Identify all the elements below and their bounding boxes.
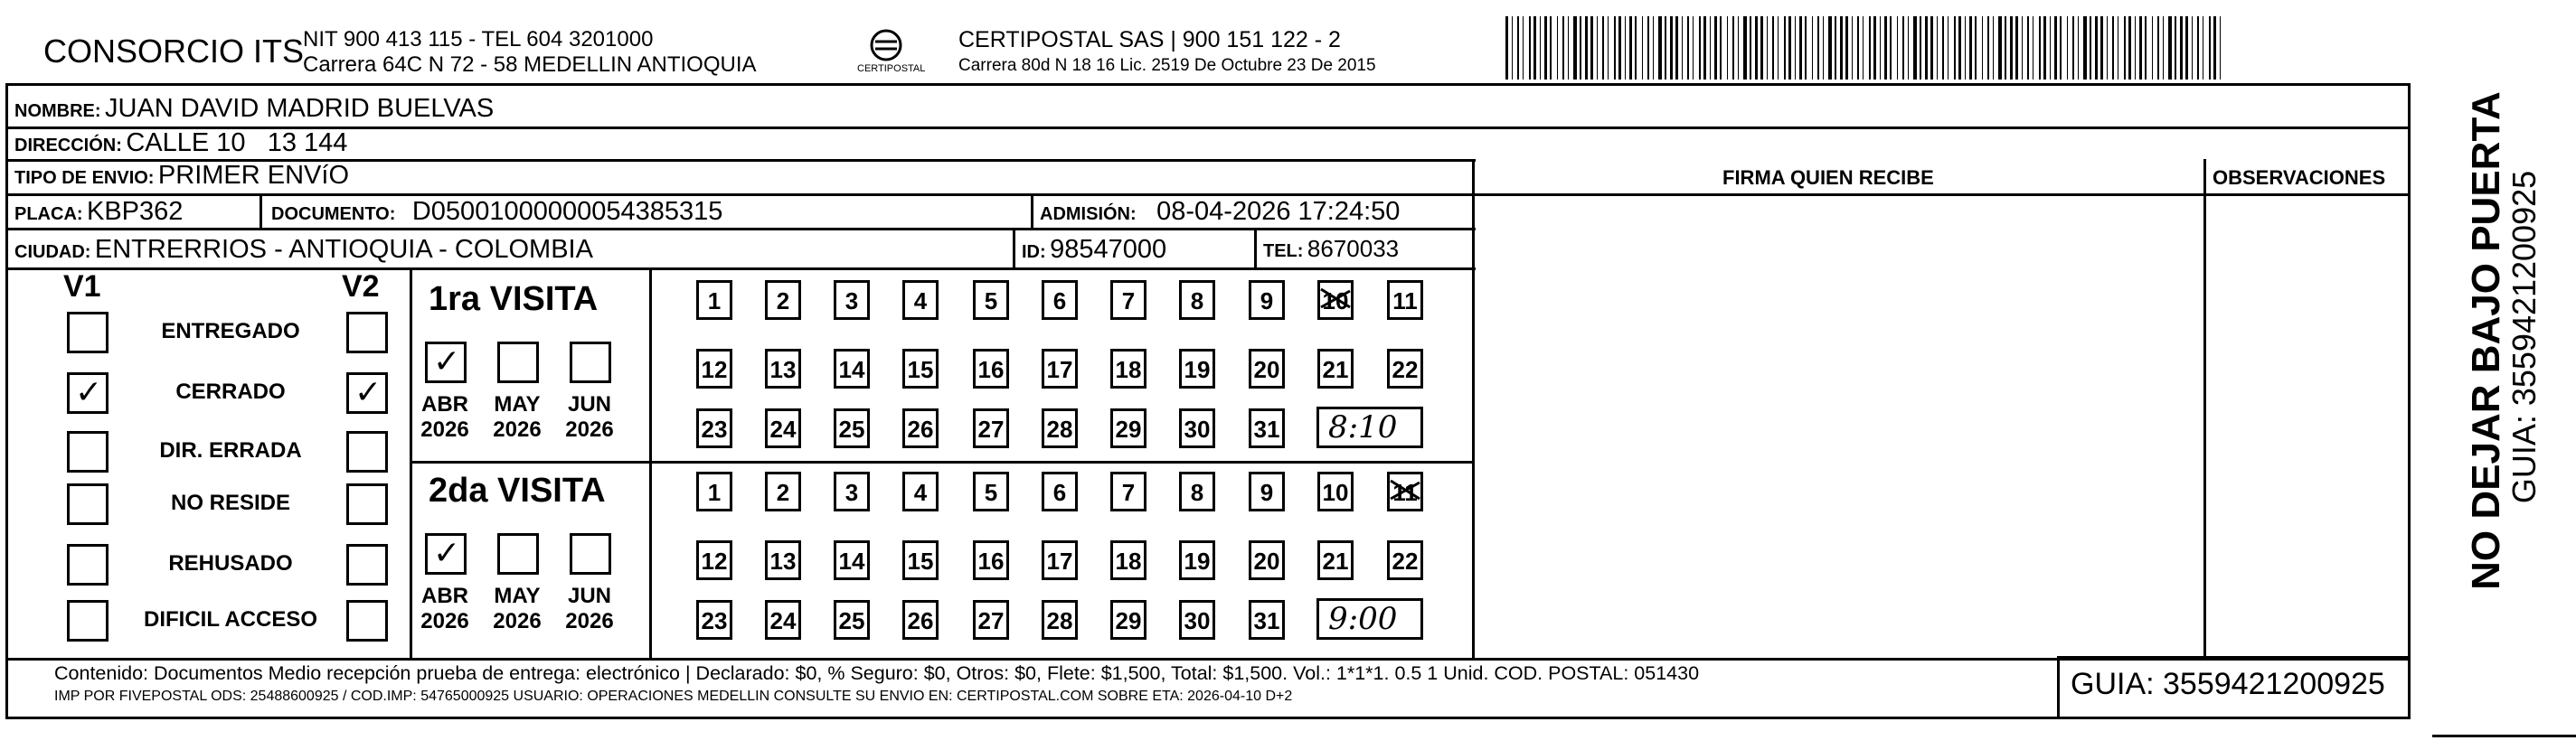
day-box[interactable]: 23: [696, 408, 732, 448]
time-box[interactable]: [1316, 598, 1423, 640]
day-box[interactable]: 20: [1249, 540, 1285, 580]
barcode-bar: [1942, 16, 1944, 80]
day-box[interactable]: 27: [973, 408, 1009, 448]
observaciones-header: OBSERVACIONES: [2213, 166, 2386, 189]
contenido-text: Contenido: Documentos Medio recepción prueba de entrega: electrónico | Declarado: $0, % Seguro: $0, Otros: $0, Flete: $1,500, Total: $1,500. Vol.: 1*1*1. 0.5 1 Unid. COD. POSTAL: 051430: [54, 662, 1700, 684]
barcode-bar: [1760, 16, 1763, 80]
barcode-bar: [1647, 16, 1649, 80]
barcode-bar: [1890, 16, 1892, 80]
barcode-bar: [1869, 16, 1871, 80]
id-row: [1022, 235, 1166, 265]
barcode-bar: [1812, 16, 1813, 80]
day-box[interactable]: 6: [1042, 280, 1078, 320]
nombre-label: NOMBRE:: [14, 101, 101, 121]
barcode-bar: [1965, 16, 1966, 80]
barcode-bar: [2072, 16, 2074, 80]
barcode-bar: [1743, 16, 1747, 80]
status-label: ENTREGADO: [161, 319, 300, 343]
barcode-bar: [1580, 16, 1581, 80]
nombre-row: [14, 94, 494, 124]
month-checkbox[interactable]: [570, 533, 611, 575]
barcode-bar: [1665, 16, 1666, 80]
barcode-bar: [1755, 16, 1758, 80]
nombre-value: JUAN DAVID MADRID BUELVAS: [105, 94, 495, 123]
barcode-bar: [1629, 16, 1632, 80]
day-box[interactable]: 31: [1249, 600, 1285, 640]
day-box[interactable]: 29: [1110, 600, 1146, 640]
ciudad-row: [14, 235, 593, 265]
barcode-bar: [1998, 16, 2002, 80]
barcode-bar: [2128, 16, 2131, 80]
v2-checkbox[interactable]: [346, 483, 388, 525]
day-box[interactable]: 4: [902, 280, 939, 320]
barcode-bar: [1913, 16, 1917, 80]
v2-checkbox[interactable]: [346, 372, 388, 414]
tipo-label: TIPO DE ENVIO:: [14, 168, 155, 188]
day-box[interactable]: 25: [834, 600, 870, 640]
day-box[interactable]: 16: [973, 540, 1009, 580]
barcode-bar: [1823, 16, 1824, 80]
barcode-bar: [1670, 16, 1673, 80]
tipo-row: [14, 161, 349, 191]
v2-mark: ✓: [354, 373, 382, 410]
barcode-bar: [1568, 16, 1569, 80]
barcode-bar: [1642, 16, 1643, 80]
barcode-bar: [1937, 16, 1938, 80]
day-box[interactable]: 17: [1042, 349, 1078, 389]
status-label: DIR. ERRADA: [159, 438, 302, 463]
barcode-bar: [2043, 16, 2046, 80]
documento-row: [271, 197, 722, 227]
logo-label: CERTIPOSTAL: [857, 63, 926, 74]
ciudad-label: CIUDAD:: [14, 242, 91, 262]
barcode-bar: [2220, 16, 2221, 80]
day-box[interactable]: 7: [1110, 472, 1146, 511]
barcode-bar: [1687, 16, 1689, 80]
barcode-bar: [1954, 16, 1956, 80]
month-year: 2026: [493, 417, 542, 442]
day-box[interactable]: 8: [1179, 280, 1215, 320]
carrier-name: CERTIPOSTAL SAS | 900 151 122 - 2: [958, 27, 1341, 52]
direccion-value: CALLE 10 13 144: [126, 128, 348, 157]
barcode-bar: [2083, 16, 2087, 80]
day-box[interactable]: 27: [973, 600, 1009, 640]
barcode-bar: [2192, 16, 2193, 80]
day-box[interactable]: 23: [696, 600, 732, 640]
barcode-bar: [2054, 16, 2057, 80]
tel-row: [1263, 235, 1399, 263]
ciudad-value: ENTRERRIOS - ANTIOQUIA - COLOMBIA: [94, 235, 593, 264]
day-box[interactable]: 28: [1042, 600, 1078, 640]
time-value: 8:10: [1328, 409, 1398, 445]
month-name: ABR: [421, 392, 468, 417]
day-box[interactable]: 21: [1317, 349, 1354, 389]
barcode-bar: [1540, 16, 1541, 80]
month-name: JUN: [567, 392, 611, 417]
day-box[interactable]: 18: [1110, 349, 1146, 389]
firma-header: FIRMA QUIEN RECIBE: [1722, 166, 1934, 189]
day-box[interactable]: 3: [834, 280, 870, 320]
status-label: REHUSADO: [168, 551, 293, 576]
barcode-bar: [1573, 16, 1577, 80]
barcode-bar: [1557, 16, 1558, 80]
id-value: 98547000: [1050, 235, 1167, 264]
barcode-bar: [1788, 16, 1791, 80]
day-box[interactable]: 30: [1179, 408, 1215, 448]
day-box[interactable]: 6: [1042, 472, 1078, 511]
barcode-bar: [1618, 16, 1621, 80]
placa-value: KBP362: [87, 197, 184, 226]
side-guia: GUIA: 3559421200925: [2505, 170, 2543, 504]
barcode-bar: [1505, 16, 1508, 80]
day-box[interactable]: 21: [1317, 540, 1354, 580]
v1-mark: ✓: [75, 373, 103, 410]
barcode-bar: [2185, 16, 2188, 80]
barcode-bar: [1987, 16, 1989, 80]
barcode-bar: [1614, 16, 1616, 80]
barcode-bar: [1784, 16, 1786, 80]
barcode-bar: [2197, 16, 2199, 80]
month-mark: ✓: [433, 342, 461, 380]
side-text: [2414, 81, 2559, 633]
day-box[interactable]: 12: [696, 540, 732, 580]
day-box[interactable]: 11: [1387, 280, 1423, 320]
id-label: ID:: [1022, 242, 1046, 262]
barcode-bar: [1585, 16, 1588, 80]
barcode-bar: [1608, 16, 1609, 80]
v1-checkbox[interactable]: [67, 431, 109, 473]
month-name: ABR: [421, 584, 468, 608]
tel-label: TEL:: [1263, 241, 1304, 261]
barcode-bar: [2209, 16, 2211, 80]
barcode-bar: [1845, 16, 1848, 80]
certipostal-logo-icon: [850, 25, 926, 80]
barcode-bar: [2027, 16, 2029, 80]
barcode-bar: [1795, 16, 1796, 80]
barcode-bar: [1969, 16, 1972, 80]
day-box[interactable]: 18: [1110, 540, 1146, 580]
v1-checkbox[interactable]: [67, 483, 109, 525]
barcode-bar: [1908, 16, 1909, 80]
barcode-bar: [1750, 16, 1751, 80]
day-cross-mark: [1387, 472, 1423, 508]
day-box[interactable]: 1: [696, 280, 732, 320]
v1-checkbox[interactable]: [67, 312, 109, 353]
v1-header: V1: [63, 269, 101, 304]
barcode-bar: [1602, 16, 1604, 80]
month-name: MAY: [494, 584, 541, 608]
barcode-bar: [1778, 16, 1779, 80]
day-box[interactable]: 26: [902, 600, 939, 640]
barcode-bar: [1982, 16, 1983, 80]
time-value: 9:00: [1328, 601, 1398, 637]
v2-checkbox[interactable]: [346, 431, 388, 473]
day-box[interactable]: 9: [1249, 472, 1285, 511]
day-box[interactable]: 28: [1042, 408, 1078, 448]
barcode-bar: [2067, 16, 2068, 80]
barcode-bar: [1675, 16, 1678, 80]
barcode-bar: [1714, 16, 1717, 80]
month-name: JUN: [567, 584, 611, 608]
barcode-bar: [1799, 16, 1802, 80]
day-box[interactable]: 14: [834, 349, 870, 389]
admision-label: ADMISIÓN:: [1040, 204, 1137, 224]
day-box[interactable]: 15: [902, 540, 939, 580]
placa-label: PLACA:: [14, 204, 83, 224]
barcode-bar: [1693, 16, 1694, 80]
documento-value: D05001000000054385315: [411, 197, 723, 226]
barcode-bar: [1533, 16, 1536, 80]
barcode-bar: [2163, 16, 2164, 80]
day-box[interactable]: 22: [1387, 540, 1423, 580]
barcode-bar: [2213, 16, 2216, 80]
day-box[interactable]: 31: [1249, 408, 1285, 448]
day-box[interactable]: 10: [1317, 280, 1354, 320]
barcode-bar: [2107, 16, 2108, 80]
barcode-bar: [1590, 16, 1593, 80]
admision-value: 08-04-2026 17:24:50: [1156, 197, 1401, 226]
barcode-bar: [2180, 16, 2183, 80]
v1-checkbox[interactable]: [67, 600, 109, 642]
barcode-bar: [1835, 16, 1836, 80]
day-box[interactable]: 16: [973, 349, 1009, 389]
barcode-bar: [1930, 16, 1933, 80]
day-box[interactable]: 9: [1249, 280, 1285, 320]
month-checkbox[interactable]: [570, 342, 611, 383]
day-box[interactable]: 25: [834, 408, 870, 448]
day-box[interactable]: 10: [1317, 472, 1354, 511]
month-year: 2026: [420, 417, 469, 442]
barcode-bar: [1902, 16, 1904, 80]
v1-checkbox[interactable]: [67, 544, 109, 586]
day-box[interactable]: 3: [834, 472, 870, 511]
barcode-bar: [2157, 16, 2159, 80]
barcode-bar: [2100, 16, 2103, 80]
barcode-bar: [1562, 16, 1564, 80]
month-mark: ✓: [433, 534, 461, 571]
day-box[interactable]: 15: [902, 349, 939, 389]
barcode-bar: [1597, 16, 1598, 80]
barcode-bar: [2039, 16, 2041, 80]
imp-text: IMP POR FIVEPOSTAL ODS: 25488600925 / COD.IMP: 54765000925 USUARIO: OPERACIONES MEDELLIN CONSULTE SU ENVIO EN: CERTIPOSTAL.COM SOBRE ETA: 2026-04-10 D+2: [54, 689, 1293, 704]
barcode-bar: [1925, 16, 1928, 80]
month-checkbox[interactable]: [425, 533, 467, 575]
barcode-bar: [1512, 16, 1513, 80]
day-box[interactable]: 17: [1042, 540, 1078, 580]
barcode-bar: [1653, 16, 1654, 80]
company-nit: NIT 900 413 115 - TEL 604 3201000: [303, 27, 654, 52]
day-box[interactable]: 19: [1179, 540, 1215, 580]
month-year: 2026: [565, 417, 614, 442]
barcode-bar: [2152, 16, 2153, 80]
day-box[interactable]: 5: [973, 280, 1009, 320]
v1-checkbox[interactable]: [67, 372, 109, 414]
day-box[interactable]: 22: [1387, 349, 1423, 389]
barcode-bar: [1852, 16, 1853, 80]
barcode-bar: [1529, 16, 1531, 80]
barcode-bar: [1958, 16, 1961, 80]
barcode-bar: [1993, 16, 1994, 80]
v2-header: V2: [342, 269, 380, 304]
day-box[interactable]: 11: [1387, 472, 1423, 511]
day-box[interactable]: 24: [765, 408, 801, 448]
barcode-bar: [2078, 16, 2079, 80]
status-label: CERRADO: [175, 380, 286, 404]
barcode-bar: [1767, 16, 1768, 80]
admision-row: [1040, 197, 1400, 227]
month-checkbox[interactable]: [425, 342, 467, 383]
barcode-bar: [1857, 16, 1859, 80]
day-box[interactable]: 13: [765, 349, 801, 389]
month-name: MAY: [494, 392, 541, 417]
day-box[interactable]: 2: [765, 280, 801, 320]
barcode-bar: [2139, 16, 2142, 80]
barcode-bar: [1699, 16, 1701, 80]
barcode-bar: [2060, 16, 2062, 80]
v2-checkbox[interactable]: [346, 544, 388, 586]
barcode-bar: [1732, 16, 1734, 80]
barcode-bar: [2168, 16, 2172, 80]
month-year: 2026: [565, 609, 614, 633]
barcode-bar: [2095, 16, 2098, 80]
barcode-bar: [1517, 16, 1519, 80]
barcode-bar: [2015, 16, 2018, 80]
barcode-bar: [1772, 16, 1774, 80]
month-year: 2026: [493, 609, 542, 633]
barcode-bar: [1523, 16, 1524, 80]
status-label: NO RESIDE: [170, 491, 291, 515]
day-box[interactable]: 13: [765, 540, 801, 580]
barcode-bar: [1975, 16, 1977, 80]
barcode-bar: [1720, 16, 1722, 80]
barcode-bar: [1873, 16, 1876, 80]
barcode-bar: [1550, 16, 1552, 80]
barcode-bar: [2145, 16, 2147, 80]
barcode-bar: [2005, 16, 2006, 80]
visit-title: 2da VISITA: [429, 472, 606, 510]
barcode-bar: [1682, 16, 1683, 80]
visit-title: 1ra VISITA: [429, 280, 599, 318]
documento-label: DOCUMENTO:: [271, 204, 396, 224]
tel-value: 8670033: [1307, 235, 1400, 262]
day-box[interactable]: 12: [696, 349, 732, 389]
barcode-bar: [1828, 16, 1832, 80]
day-box[interactable]: 4: [902, 472, 939, 511]
day-box[interactable]: 2: [765, 472, 801, 511]
v2-checkbox[interactable]: [346, 312, 388, 353]
barcode-bar: [1884, 16, 1887, 80]
day-cross-mark: [1317, 280, 1354, 316]
barcode-bar: [2135, 16, 2136, 80]
barcode-bar: [1710, 16, 1711, 80]
day-box[interactable]: 8: [1179, 472, 1215, 511]
day-box[interactable]: 30: [1179, 600, 1215, 640]
barcode-bar: [1840, 16, 1843, 80]
barcode-bar: [2175, 16, 2176, 80]
barcode-bar: [1625, 16, 1626, 80]
day-box[interactable]: 5: [973, 472, 1009, 511]
barcode-bar: [1635, 16, 1637, 80]
day-box[interactable]: 29: [1110, 408, 1146, 448]
carrier-address: Carrera 80d N 18 16 Lic. 2519 De Octubre 23 De 2015: [958, 56, 1376, 75]
day-box[interactable]: 19: [1179, 349, 1215, 389]
status-label: DIFICIL ACCESO: [143, 607, 317, 632]
month-year: 2026: [420, 609, 469, 633]
day-box[interactable]: 26: [902, 408, 939, 448]
barcode-bar: [1948, 16, 1949, 80]
barcode-bar: [2022, 16, 2023, 80]
barcode-bar: [1880, 16, 1881, 80]
barcode-bar: [2112, 16, 2114, 80]
day-box[interactable]: 14: [834, 540, 870, 580]
no-dejar-bajo-puerta: NO DEJAR BAJO PUERTA: [2464, 91, 2508, 590]
barcode-bar: [2090, 16, 2091, 80]
barcode-bar: [2124, 16, 2126, 80]
barcode-bar: [1738, 16, 1739, 80]
day-box[interactable]: 7: [1110, 280, 1146, 320]
tipo-value: PRIMER ENVíO: [157, 161, 350, 190]
barcode-bar: [1897, 16, 1898, 80]
barcode-bar: [1544, 16, 1547, 80]
time-box[interactable]: [1316, 407, 1423, 448]
barcode-bar: [1817, 16, 1819, 80]
barcode-bar: [1727, 16, 1728, 80]
barcode-bar: [1703, 16, 1706, 80]
barcode-bar: [1863, 16, 1864, 80]
month-checkbox[interactable]: [497, 342, 539, 383]
company-address: Carrera 64C N 72 - 58 MEDELLIN ANTIOQUIA: [303, 52, 757, 77]
guia-footer: GUIA: 3559421200925: [2071, 667, 2385, 701]
barcode-bar: [1658, 16, 1662, 80]
placa-row: [14, 197, 183, 227]
barcode-bar: [1805, 16, 1807, 80]
month-checkbox[interactable]: [497, 533, 539, 575]
direccion-label: DIRECCIÓN:: [14, 136, 122, 155]
barcode-bar: [2050, 16, 2051, 80]
v2-checkbox[interactable]: [346, 600, 388, 642]
barcode-bar: [2010, 16, 2013, 80]
barcode-image: [1505, 16, 2229, 80]
barcode-bar: [1920, 16, 1921, 80]
day-box[interactable]: 1: [696, 472, 732, 511]
day-box[interactable]: 24: [765, 600, 801, 640]
company-name: CONSORCIO ITS: [43, 33, 305, 70]
direccion-row: [14, 128, 347, 158]
day-box[interactable]: 20: [1249, 349, 1285, 389]
